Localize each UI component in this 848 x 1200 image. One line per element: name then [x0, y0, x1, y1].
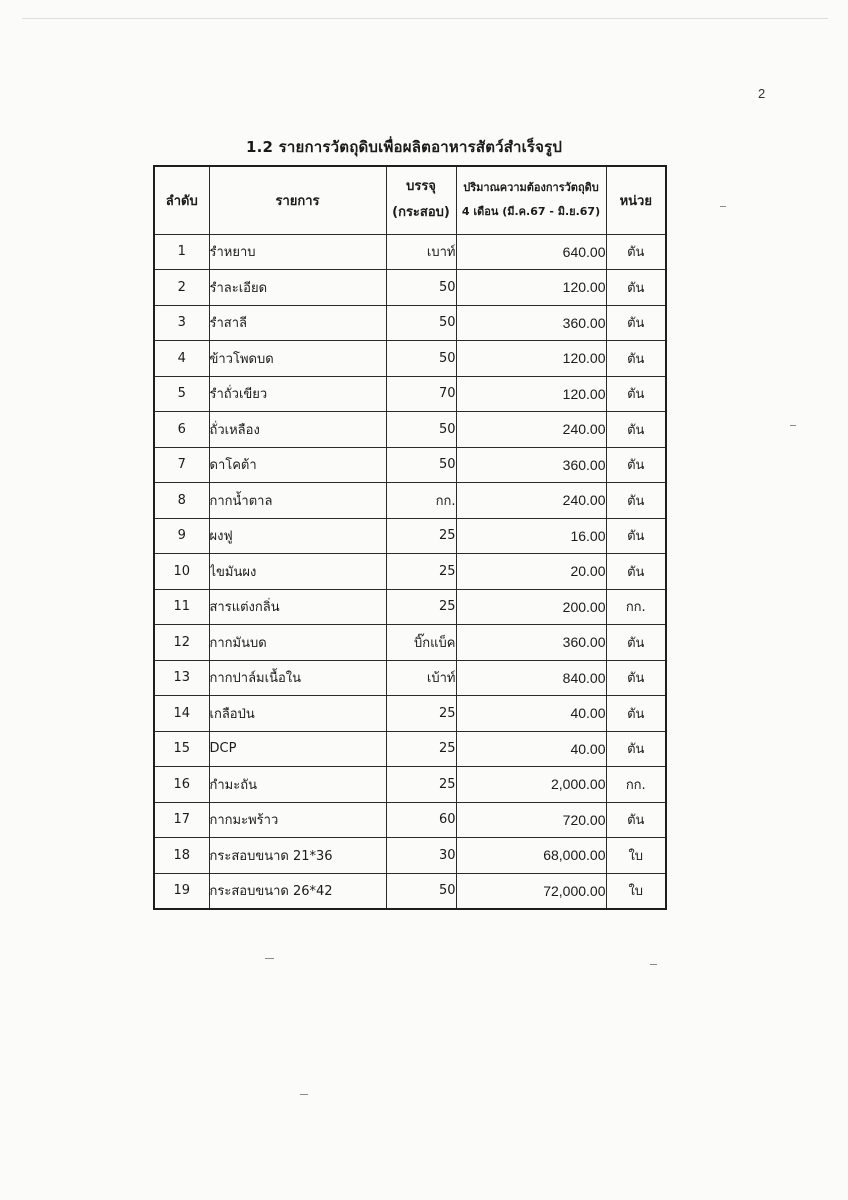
cell-pack: 50 [386, 873, 456, 909]
scan-speck [720, 206, 726, 207]
table-row [154, 447, 666, 483]
cell-unit: ตัน [606, 447, 666, 483]
table-body [154, 234, 666, 909]
cell-no: 4 [154, 341, 209, 377]
document-title: 1.2 รายการวัตถุดิบเพื่อผลิตอาหารสัตว์สำเร็จรูป [246, 138, 563, 156]
table-row [154, 696, 666, 732]
table-row [154, 305, 666, 341]
cell-pack: 25 [386, 589, 456, 625]
table-row [154, 376, 666, 412]
cell-pack: 25 [386, 767, 456, 803]
cell-item: กระสอบขนาด 21*36 [209, 838, 386, 874]
cell-unit: กก. [606, 767, 666, 803]
cell-no: 19 [154, 873, 209, 909]
top-rule [22, 18, 828, 19]
cell-pack: 50 [386, 305, 456, 341]
table-row [154, 838, 666, 874]
cell-amount: 16.00 [456, 518, 606, 554]
cell-item: ผงฟู [209, 518, 386, 554]
header-no: ลำดับ [154, 166, 209, 234]
cell-unit: ตัน [606, 696, 666, 732]
cell-item: รำละเอียด [209, 270, 386, 306]
cell-pack: บิ๊กแบ็ค [386, 625, 456, 661]
cell-unit: ตัน [606, 518, 666, 554]
header-pack-line1: บรรจุ [406, 179, 436, 195]
cell-amount: 240.00 [456, 483, 606, 519]
cell-unit: ตัน [606, 270, 666, 306]
cell-no: 15 [154, 731, 209, 767]
cell-amount: 240.00 [456, 412, 606, 448]
cell-pack: 50 [386, 341, 456, 377]
cell-no: 2 [154, 270, 209, 306]
cell-unit: ตัน [606, 412, 666, 448]
cell-pack: 50 [386, 270, 456, 306]
cell-item: ดาโคต้า [209, 447, 386, 483]
cell-unit: กก. [606, 589, 666, 625]
table-row [154, 270, 666, 306]
cell-amount: 120.00 [456, 341, 606, 377]
table-row [154, 483, 666, 519]
header-pack-line2: (กระสอบ) [392, 205, 450, 221]
cell-pack: 30 [386, 838, 456, 874]
table-row [154, 554, 666, 590]
cell-amount: 720.00 [456, 802, 606, 838]
cell-pack: 60 [386, 802, 456, 838]
cell-item: ข้าวโพดบด [209, 341, 386, 377]
cell-unit: ตัน [606, 625, 666, 661]
raw-materials-table [153, 165, 667, 910]
cell-unit: ใบ [606, 873, 666, 909]
scan-speck [790, 425, 796, 426]
cell-item: ไขมันผง [209, 554, 386, 590]
table-row [154, 625, 666, 661]
scan-speck [650, 964, 657, 965]
cell-item: กระสอบขนาด 26*42 [209, 873, 386, 909]
table-row [154, 873, 666, 909]
cell-pack: 25 [386, 518, 456, 554]
table-row [154, 341, 666, 377]
cell-no: 18 [154, 838, 209, 874]
table-row [154, 412, 666, 448]
cell-pack: 70 [386, 376, 456, 412]
header-pack [386, 166, 456, 234]
cell-amount: 120.00 [456, 376, 606, 412]
cell-no: 3 [154, 305, 209, 341]
cell-pack: 25 [386, 696, 456, 732]
cell-no: 16 [154, 767, 209, 803]
header-unit: หน่วย [606, 166, 666, 234]
cell-no: 1 [154, 234, 209, 270]
cell-pack: 25 [386, 554, 456, 590]
table-row [154, 767, 666, 803]
header-amount [456, 166, 606, 234]
cell-unit: ตัน [606, 483, 666, 519]
header-amount-line2: 4 เดือน (มี.ค.67 - มิ.ย.67) [461, 205, 601, 219]
cell-pack: เบ้าท์ [386, 660, 456, 696]
cell-item: กากมันบด [209, 625, 386, 661]
cell-amount: 20.00 [456, 554, 606, 590]
cell-unit: ใบ [606, 838, 666, 874]
table-row [154, 518, 666, 554]
cell-no: 13 [154, 660, 209, 696]
cell-amount: 40.00 [456, 696, 606, 732]
cell-pack: เบาท์ [386, 234, 456, 270]
scan-speck [265, 958, 274, 959]
cell-no: 12 [154, 625, 209, 661]
cell-amount: 640.00 [456, 234, 606, 270]
cell-no: 6 [154, 412, 209, 448]
cell-pack: 50 [386, 447, 456, 483]
cell-amount: 68,000.00 [456, 838, 606, 874]
table-row [154, 589, 666, 625]
cell-amount: 360.00 [456, 625, 606, 661]
scan-speck [300, 1094, 308, 1095]
cell-amount: 40.00 [456, 731, 606, 767]
cell-item: DCP [209, 731, 386, 767]
table-row [154, 802, 666, 838]
cell-item: ถั่วเหลือง [209, 412, 386, 448]
cell-no: 17 [154, 802, 209, 838]
cell-unit: ตัน [606, 802, 666, 838]
cell-unit: ตัน [606, 660, 666, 696]
cell-no: 9 [154, 518, 209, 554]
cell-pack: 50 [386, 412, 456, 448]
cell-unit: ตัน [606, 234, 666, 270]
cell-item: รำสาลี [209, 305, 386, 341]
cell-item: กากมะพร้าว [209, 802, 386, 838]
cell-amount: 840.00 [456, 660, 606, 696]
header-item: รายการ [209, 166, 386, 234]
table-row [154, 234, 666, 270]
cell-unit: ตัน [606, 341, 666, 377]
cell-amount: 360.00 [456, 447, 606, 483]
cell-item: กากน้ำตาล [209, 483, 386, 519]
cell-item: เกลือป่น [209, 696, 386, 732]
page-number: 2 [758, 86, 766, 101]
cell-item: กำมะถัน [209, 767, 386, 803]
cell-pack: 25 [386, 731, 456, 767]
cell-no: 8 [154, 483, 209, 519]
cell-no: 14 [154, 696, 209, 732]
cell-amount: 360.00 [456, 305, 606, 341]
cell-pack: กก. [386, 483, 456, 519]
cell-unit: ตัน [606, 305, 666, 341]
cell-no: 10 [154, 554, 209, 590]
cell-item: กากปาล์มเนื้อใน [209, 660, 386, 696]
cell-no: 11 [154, 589, 209, 625]
cell-item: สารแต่งกลิ่น [209, 589, 386, 625]
cell-amount: 120.00 [456, 270, 606, 306]
cell-amount: 2,000.00 [456, 767, 606, 803]
table-row [154, 731, 666, 767]
cell-item: รำถั่วเขียว [209, 376, 386, 412]
cell-no: 7 [154, 447, 209, 483]
cell-amount: 200.00 [456, 589, 606, 625]
cell-unit: ตัน [606, 376, 666, 412]
cell-amount: 72,000.00 [456, 873, 606, 909]
cell-unit: ตัน [606, 554, 666, 590]
cell-item: รำหยาบ [209, 234, 386, 270]
header-amount-line1: ปริมาณความต้องการวัตถุดิบ [463, 181, 599, 195]
table-header-row [154, 166, 666, 234]
cell-no: 5 [154, 376, 209, 412]
table-row [154, 660, 666, 696]
cell-unit: ตัน [606, 731, 666, 767]
